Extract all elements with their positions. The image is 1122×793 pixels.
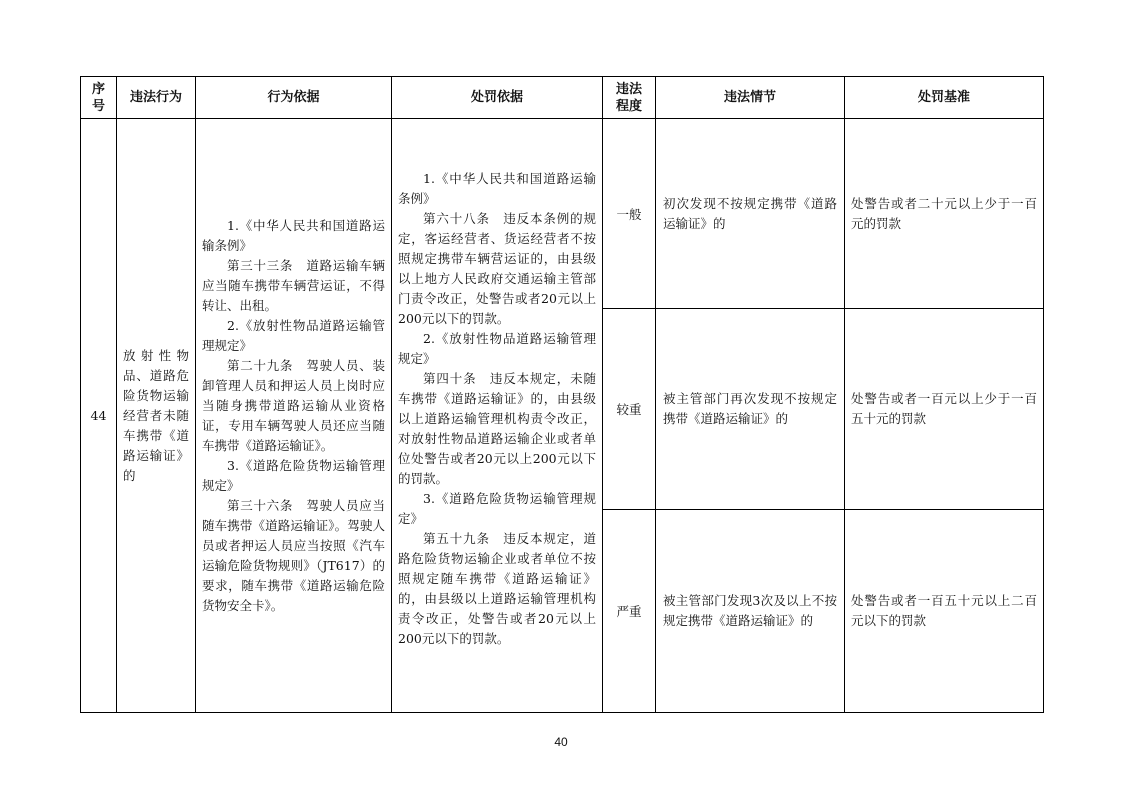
penalty-basis-line: 2.《放射性物品道路运输管理规定》 — [398, 331, 596, 366]
degree-general: 一般 — [603, 119, 656, 309]
table-row — [81, 119, 1044, 309]
penalty-basis-line: 第五十九条 违反本规定，道路危险货物运输企业或者单位不按照规定随车携带《道路运输证》的，由县级以上道路运输管理机构责令改正，处警告或者20元以上200元以下的罚款。 — [398, 531, 596, 646]
header-num: 序号 — [81, 77, 117, 119]
behavior-basis — [196, 119, 392, 713]
circumstance-serious: 被主管部门再次发现不按规定携带《道路运输证》的 — [656, 309, 845, 510]
standard-severe: 处警告或者一百五十元以上二百元以下的罚款 — [845, 510, 1044, 713]
header-act: 违法行为 — [117, 77, 196, 119]
header-circumstance: 违法情节 — [656, 77, 845, 119]
penalty-basis-line: 第六十八条 违反本条例的规定，客运经营者、货运经营者不按照规定携带车辆营运证的，由县级以上地方人民政府交通运输主管部门责令改正，处警告或者20元以上200元以下的罚款。 — [398, 211, 596, 326]
standard-serious: 处警告或者一百元以上少于一百五十元的罚款 — [845, 309, 1044, 510]
header-basis: 行为依据 — [196, 77, 392, 119]
degree-severe: 严重 — [603, 510, 656, 713]
header-standard: 处罚基准 — [845, 77, 1044, 119]
basis-line: 3.《道路危险货物运输管理规定》 — [202, 457, 385, 493]
basis-line: 2.《放射性物品道路运输管理规定》 — [202, 317, 385, 353]
basis-line: 1.《中华人民共和国道路运输条例》 — [202, 217, 385, 253]
basis-line: 第二十九条 驾驶人员、装卸管理人员和押运人员上岗时应当随身携带道路运输从业资格证，专用车辆驾驶人员还应当随车携带《道路运输证》。 — [202, 357, 385, 453]
circumstance-general: 初次发现不按规定携带《道路运输证》的 — [656, 119, 845, 309]
penalty-basis-line: 1.《中华人民共和国道路运输条例》 — [398, 171, 596, 206]
penalty-basis-line: 第四十条 违反本规定，未随车携带《道路运输证》的，由县级以上道路运输管理机构责令改正，对放射性物品道路运输企业或者单位处警告或者20元以上200元以下的罚款。 — [398, 371, 596, 486]
row-number: 44 — [81, 119, 117, 713]
penalty-standard-table — [80, 76, 1044, 713]
header-penalty-basis: 处罚依据 — [392, 77, 603, 119]
circumstance-severe: 被主管部门发现3次及以上不按规定携带《道路运输证》的 — [656, 510, 845, 713]
basis-line: 第三十三条 道路运输车辆应当随车携带车辆营运证，不得转让、出租。 — [202, 257, 385, 313]
violation-act: 放射性物品、道路危险货物运输经营者未随车携带《道路运输证》的 — [117, 119, 196, 713]
header-degree: 违法程度 — [603, 77, 656, 119]
page-number: 40 — [554, 735, 568, 749]
penalty-basis — [392, 119, 603, 713]
table-header-row — [81, 77, 1044, 119]
standard-general: 处警告或者二十元以上少于一百元的罚款 — [845, 119, 1044, 309]
basis-line: 第三十六条 驾驶人员应当随车携带《道路运输证》。驾驶人员或者押运人员应当按照《汽车运输危险货物规则》（JT617）的要求，随车携带《道路运输危险货物安全卡》。 — [202, 497, 385, 613]
degree-serious: 较重 — [603, 309, 656, 510]
penalty-basis-line: 3.《道路危险货物运输管理规定》 — [398, 491, 596, 526]
